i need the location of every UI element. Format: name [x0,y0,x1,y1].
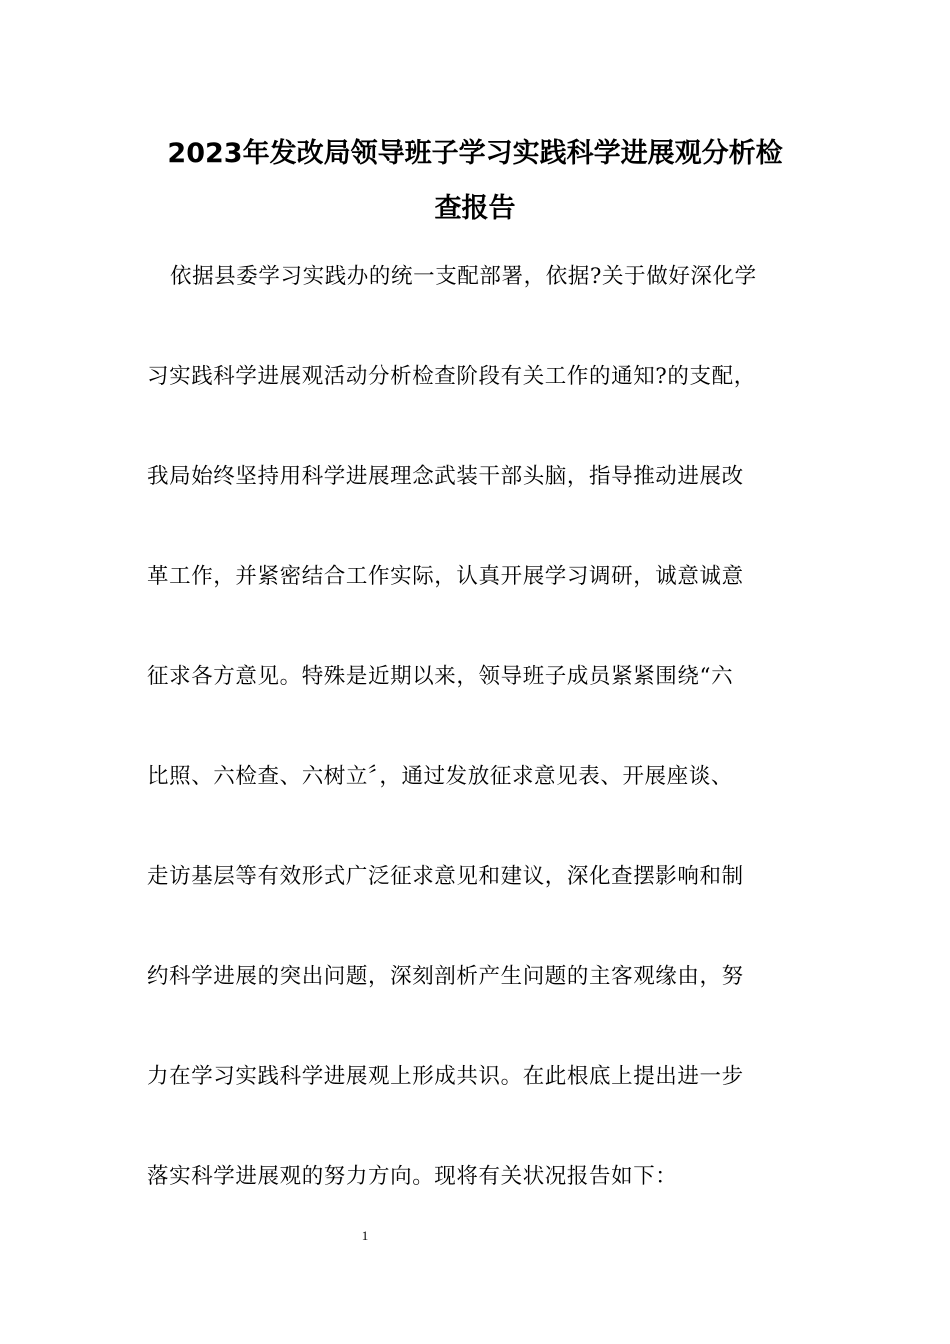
body-text-line: 走访基层等有效形式广泛征求意见和建议，深化查摆影响和制 [147,864,744,889]
document-title-line-1: 2023年发改局领导班子学习实践科学进展观分析检 [167,138,783,169]
body-text-line: 比照、六检查、六树立〞，通过发放征求意见表、开展座谈、 [147,764,733,789]
page-number: 1 [361,1228,369,1243]
document-title-line-2: 查报告 [434,193,516,224]
body-text-line: 习实践科学进展观活动分析检查阶段有关工作的通知?的支配， [147,364,756,389]
body-text-line: 约科学进展的突出问题，深刻剖析产生问题的主客观缘由，努 [147,964,744,989]
body-text-line: 革工作，并紧密结合工作实际，认真开展学习调研，诚意诚意 [147,564,744,589]
body-text-line: 征求各方意见。特殊是近期以来，领导班子成员紧紧围绕“六 [147,664,734,689]
body-text-line: 力在学习实践科学进展观上形成共识。在此根底上提出进一步 [147,1064,744,1089]
body-text-line: 落实科学进展观的努力方向。现将有关状况报告如下： [147,1164,678,1189]
body-text-line: 我局始终坚持用科学进展理念武装干部头脑，指导推动进展改 [147,464,744,489]
body-text-line: 依据县委学习实践办的统一支配部署，依据?关于做好深化学 [170,264,757,289]
